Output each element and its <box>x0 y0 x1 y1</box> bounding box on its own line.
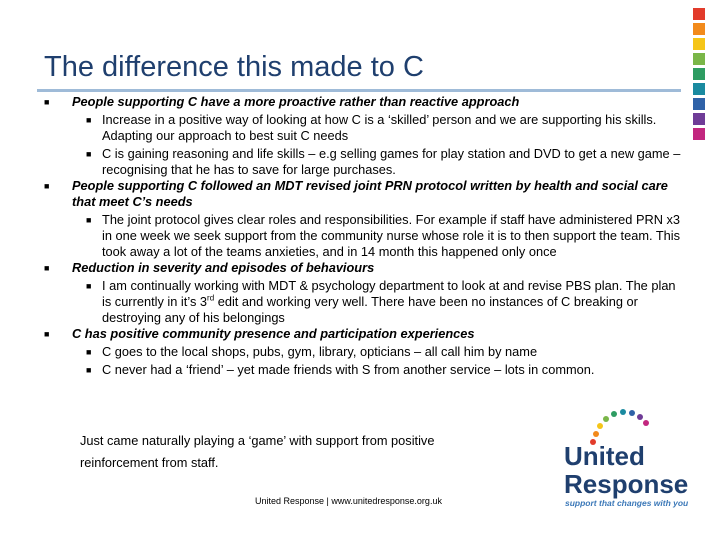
color-square <box>693 23 705 35</box>
sub-bullet <box>44 112 684 144</box>
logo-tagline: support that changes with you <box>565 498 689 508</box>
ordinal-superscript: rd <box>207 293 215 303</box>
bullet-text: Reduction in severity and episodes of behaviours <box>72 260 375 275</box>
footer-text: United Response | www.unitedresponse.org.uk <box>255 496 442 506</box>
bullet-icon: ■ <box>86 149 92 159</box>
sub-bullet-text: The joint protocol gives clear roles and responsibilities. For example if staff have administered PRN x3 in one week we seek support from the community nurse whose role it is to then support the team. This took away a lot of the teams anxieties, and in 14 month this happened only once <box>102 212 681 259</box>
sub-bullet <box>44 146 684 178</box>
sub-bullet-text: C is gaining reasoning and life skills – e.g selling games for play station and DVD to get a new game – recognising that he has to save for large purchases. <box>102 146 681 177</box>
slide-title: The difference this made to C <box>44 51 424 83</box>
bullet-community-presence <box>44 326 684 342</box>
color-square <box>693 83 705 95</box>
color-squares-decoration <box>693 8 705 143</box>
sub-bullet <box>44 212 684 260</box>
bullet-icon: ■ <box>44 329 50 339</box>
sub-bullet-text: C never had a ‘friend’ – yet made friends with S from another service – lots in common. <box>102 362 595 377</box>
sub-bullet <box>44 278 684 326</box>
bullet-icon: ■ <box>44 181 50 191</box>
color-square <box>693 53 705 65</box>
bullet-icon: ■ <box>86 365 92 375</box>
bullet-icon: ■ <box>44 97 50 107</box>
bullet-icon: ■ <box>86 281 92 291</box>
color-square <box>693 68 705 80</box>
united-response-logo <box>560 405 700 515</box>
color-square <box>693 38 705 50</box>
sub-bullet-text <box>102 278 676 325</box>
sub-bullet-text-part: edit and working very well. There have been no instances of C breaking or destroying any of his belongings <box>102 294 638 325</box>
color-square <box>693 8 705 20</box>
bullet-icon: ■ <box>86 115 92 125</box>
bullet-icon: ■ <box>44 263 50 273</box>
sub-bullet-text: Increase in a positive way of looking at how C is a ‘skilled’ person and we are supporting his skills. Adapting our approach to best suit C needs <box>102 112 657 143</box>
sub-bullet-text-part: I am continually working with MDT & psychology department to look at and revise PBS plan. The plan is currently in it’s 3 <box>102 278 676 309</box>
sub-bullet <box>44 344 684 360</box>
bullet-mdt-protocol <box>44 178 684 210</box>
logo-dots-icon <box>590 409 649 445</box>
sub-bullet-text: C goes to the local shops, pubs, gym, library, opticians – all call him by name <box>102 344 538 359</box>
sub-bullet <box>44 362 684 378</box>
bullet-proactive-approach <box>44 94 684 110</box>
bullet-icon: ■ <box>86 347 92 357</box>
closing-line: reinforcement from staff. <box>80 455 219 470</box>
bullet-text: C has positive community presence and participation experiences <box>72 326 475 341</box>
logo-text: United <box>564 441 645 471</box>
bullet-behaviour-reduction <box>44 260 684 276</box>
color-square <box>693 128 705 140</box>
color-square <box>693 98 705 110</box>
logo-text: Response <box>564 469 689 499</box>
closing-line: Just came naturally playing a ‘game’ with support from positive <box>80 433 435 448</box>
bullet-icon: ■ <box>86 215 92 225</box>
slide-content <box>44 94 684 378</box>
color-square <box>693 113 705 125</box>
bullet-text: People supporting C have a more proactive rather than reactive approach <box>72 94 520 109</box>
closing-text <box>80 430 480 474</box>
bullet-text: People supporting C followed an MDT revised joint PRN protocol written by health and social care that meet C’s needs <box>72 178 668 209</box>
title-underline <box>37 89 681 92</box>
